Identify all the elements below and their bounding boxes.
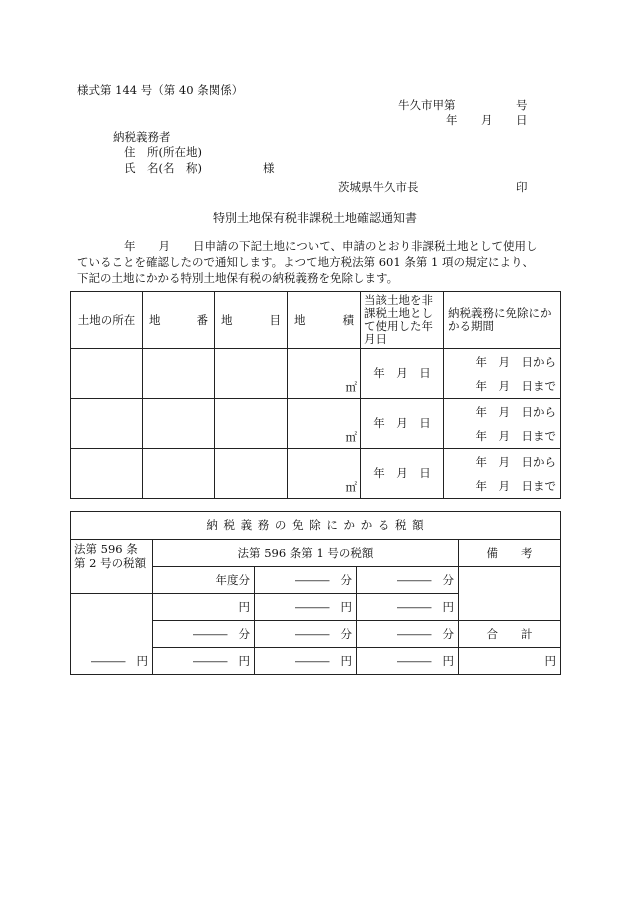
name-label: 氏 名(名 称) (124, 161, 202, 175)
taxpayer-label: 納税義務者 (113, 130, 171, 144)
area-unit: ㎡ (345, 480, 357, 494)
issuer-name: 茨城県牛久市長 (338, 180, 419, 194)
yen-cell[interactable]: ――― 円 (357, 594, 459, 621)
header-lot-number: 地 番 (143, 292, 215, 349)
cell-land-category[interactable] (215, 349, 288, 399)
cell-lot-number[interactable] (143, 349, 215, 399)
doc-number-prefix: 牛久市甲第 (398, 98, 456, 112)
land-table-header-row (71, 292, 561, 349)
header-land-category: 地 目 (215, 292, 288, 349)
cell-area[interactable] (288, 349, 361, 399)
issue-date-day: 日 (516, 113, 528, 127)
cell-lot-number[interactable] (143, 449, 215, 499)
cell-area[interactable] (288, 399, 361, 449)
body-line-2: ていることを確認したので通知します。よつて地方税法第 601 条第 1 項の規定により、 (77, 255, 534, 269)
fen-cell[interactable]: ――― 分 (153, 621, 255, 648)
issue-date-month: 月 (481, 113, 493, 127)
para1-label: 法第 596 条第 1 号の税額 (153, 540, 459, 567)
fen-cell[interactable]: ――― 分 (357, 621, 459, 648)
header-area: 地 積 (288, 292, 361, 349)
cell-location[interactable] (71, 399, 143, 449)
yen-cell[interactable]: ――― 円 (153, 648, 255, 675)
body-line-1: 年 月 日申請の下記土地について、申請のとおり非課税土地として使用し (124, 239, 538, 253)
tax-table (70, 511, 561, 675)
address-label: 住 所(所在地) (124, 145, 202, 159)
cell-period[interactable]: 年 月 日から 年 月 日まで (444, 399, 561, 449)
honorific: 様 (263, 161, 275, 175)
area-unit: ㎡ (345, 380, 357, 394)
para2-label: 法第 596 条第 2 号の税額 (71, 540, 153, 594)
land-row (71, 449, 561, 499)
cell-land-category[interactable] (215, 449, 288, 499)
land-table (70, 291, 561, 499)
cell-lot-number[interactable] (143, 399, 215, 449)
tax-table-title: 納 税 義 務 の 免 除 に か か る 税 額 (71, 512, 561, 540)
cell-use-date[interactable]: 年 月 日 (361, 349, 444, 399)
fiscal-year-cell[interactable]: 年度分 (153, 567, 255, 594)
fen-cell[interactable]: ――― 分 (255, 567, 357, 594)
header-exemption-period: 納税義務に免除にかかる期間 (444, 292, 561, 349)
yen-cell[interactable]: ――― 円 (255, 594, 357, 621)
total-label: 合 計 (459, 621, 561, 648)
cell-location[interactable] (71, 449, 143, 499)
land-row (71, 399, 561, 449)
cell-period[interactable]: 年 月 日から 年 月 日まで (444, 349, 561, 399)
document-title: 特別土地保有税非課税土地確認通知書 (213, 211, 418, 225)
cell-use-date[interactable]: 年 月 日 (361, 449, 444, 499)
remarks-label: 備 考 (459, 540, 561, 567)
fen-cell[interactable]: ――― 分 (357, 567, 459, 594)
cell-period[interactable]: 年 月 日から 年 月 日まで (444, 449, 561, 499)
area-unit: ㎡ (345, 430, 357, 444)
cell-location[interactable] (71, 349, 143, 399)
yen-cell[interactable]: ――― 円 (357, 648, 459, 675)
yen-cell[interactable]: ――― 円 (255, 648, 357, 675)
cell-area[interactable] (288, 449, 361, 499)
cell-use-date[interactable]: 年 月 日 (361, 399, 444, 449)
remarks-cell[interactable] (459, 567, 561, 621)
fen-cell[interactable]: ――― 分 (255, 621, 357, 648)
header-location: 土地の所在 (71, 292, 143, 349)
body-line-3: 下記の土地にかかる特別土地保有税の納税義務を免除します。 (77, 271, 399, 285)
form-number: 様式第 144 号（第 40 条関係） (77, 83, 244, 97)
para2-amount-cell[interactable]: ――― 円 (71, 594, 153, 675)
cell-land-category[interactable] (215, 399, 288, 449)
seal-mark: 印 (516, 180, 528, 194)
header-use-date: 当該土地を非課税土地として使用した年月日 (361, 292, 444, 349)
issue-date-year: 年 (446, 113, 458, 127)
doc-number-suffix: 号 (516, 98, 528, 112)
yen-cell[interactable]: 円 (153, 594, 255, 621)
total-yen-cell[interactable]: 円 (459, 648, 561, 675)
land-row (71, 349, 561, 399)
